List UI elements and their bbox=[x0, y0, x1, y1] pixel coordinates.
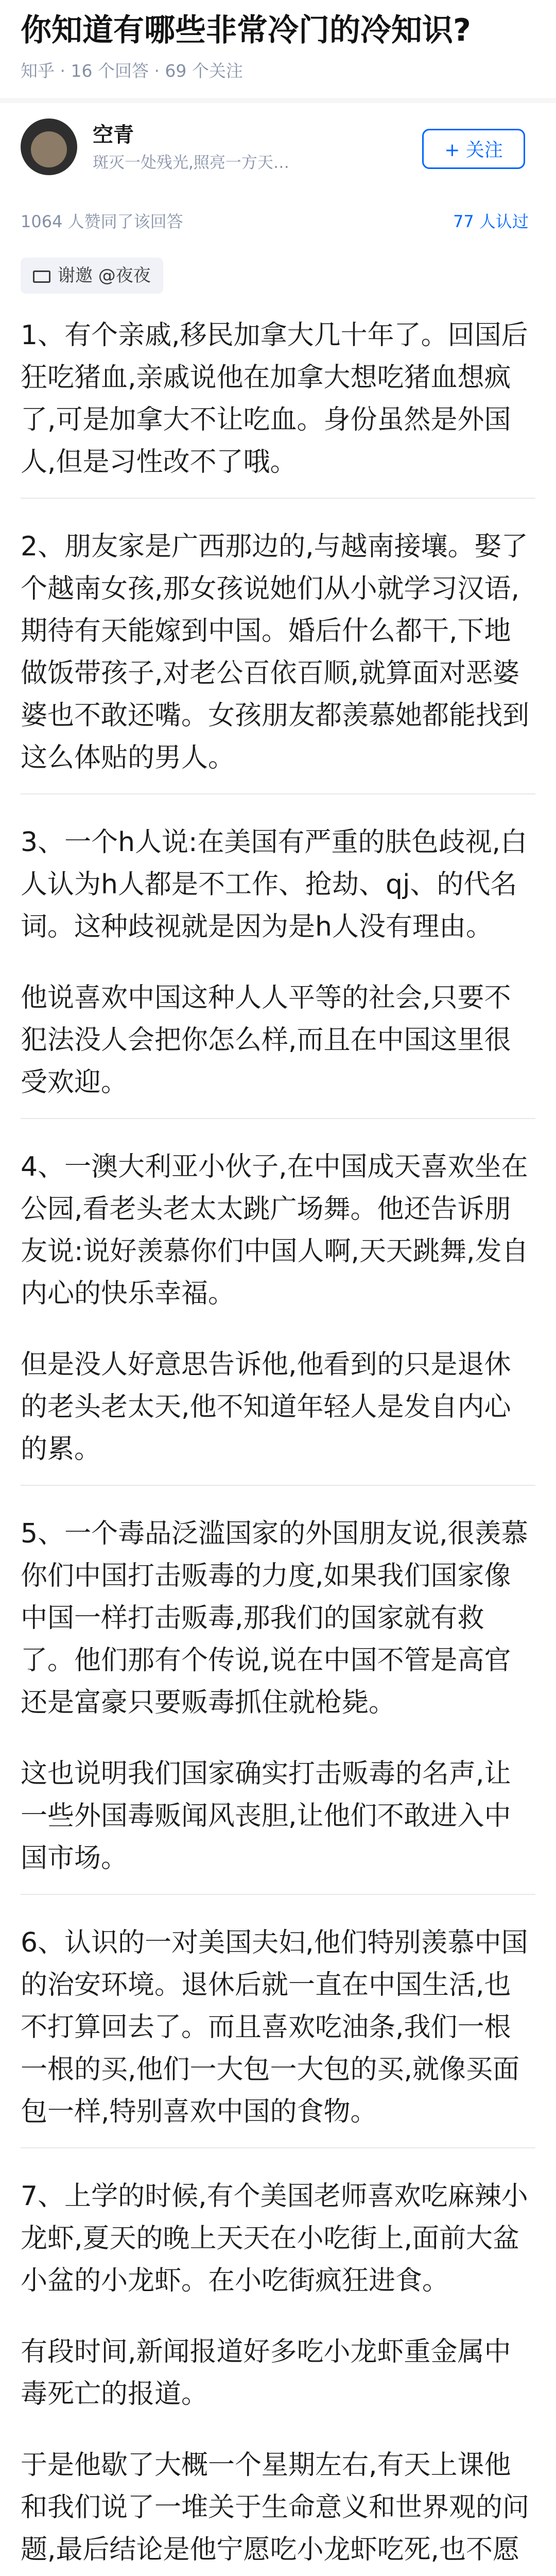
invited-label: 谢邀 @夜夜 bbox=[58, 265, 151, 286]
divider bbox=[21, 1894, 535, 1895]
author-row bbox=[21, 113, 535, 191]
invited-tag bbox=[21, 258, 163, 294]
paragraph: 3、一个h人说:在美国有严重的肤色歧视,白人认为h人都是不工作、抢劫、qj、的代名词。这种歧视就是因为是h人没有理由。 bbox=[21, 827, 528, 942]
paragraph: 7、上学的时候,有个美国老师喜欢吃麻辣小龙虾,夏天的晚上天天在小吃街上,面前大盆小盆的小龙虾。在小吃街疯狂进食。 bbox=[21, 2181, 528, 2296]
paragraph: 1、有个亲戚,移民加拿大几十年了。回国后狂吃猪血,亲戚说他在加拿大想吃猪血想疯了,可是加拿大不让吃血。身份虽然是外国人,但是习性改不了哦。 bbox=[21, 320, 528, 478]
divider bbox=[21, 1118, 535, 1119]
paragraph: 有段时间,新闻报道好多吃小龙虾重金属中毒死亡的报道。 bbox=[21, 2336, 511, 2410]
answer-card bbox=[0, 103, 556, 2576]
paragraph: 于是他歇了大概一个星期左右,有天上课他和我们说了一堆关于生命意义和世界观的问题,最后结论是他宁愿吃小龙虾吃死,也不愿 bbox=[21, 2450, 530, 2565]
divider bbox=[21, 498, 535, 499]
question-header bbox=[0, 0, 556, 98]
paragraph: 这也说明我们国家确实打击贩毒的名声,让一些外国毒贩闻风丧胆,让他们不敢进入中国市场。 bbox=[21, 1758, 511, 1874]
avatar[interactable] bbox=[21, 118, 77, 175]
question-meta: 知乎 · 16 个回答 · 69 个关注 bbox=[21, 61, 243, 81]
paragraph: 5、一个毒品泛滥国家的外国朋友说,很羡慕你们中国打击贩毒的力度,如果我们国家像中国一样打击贩毒,那我们的国家就有救了。他们那有个传说,说在中国不管是高官还是富豪只要贩毒抓住就枪毙。 bbox=[21, 1518, 528, 1718]
question-title[interactable]: 你知道有哪些非常冷门的冷知识? bbox=[21, 12, 471, 48]
paragraph: 2、朋友家是广西那边的,与越南接壤。娶了个越南女孩,那女孩说她们从小就学习汉语,期待有天能嫁到中国。婚后什么都干,下地做饭带孩子,对老公百依百顺,就算面对恶婆婆也不敢还嘴。女孩朋友都羡慕她都能找到这么体贴的男人。 bbox=[21, 531, 530, 773]
divider bbox=[21, 793, 535, 794]
upvote-stats: 1064 人赞同了该回答 bbox=[21, 212, 183, 231]
follow-button[interactable]: + 关注 bbox=[422, 129, 525, 169]
divider bbox=[21, 1485, 535, 1486]
answer-content bbox=[21, 314, 535, 2576]
author-bio: 斑灭一处残光,照亮一方天… bbox=[93, 154, 289, 172]
author-name[interactable]: 空青 bbox=[93, 123, 134, 147]
mail-icon bbox=[33, 270, 50, 283]
paragraph: 6、认识的一对美国夫妇,他们特别羡慕中国的治安环境。退休后就一直在中国生活,也不打算回去了。而且喜欢吃油条,我们一根一根的买,他们一大包一大包的买,就像买面包一样,特别喜欢中国的食物。 bbox=[21, 1927, 528, 2127]
paragraph: 他说喜欢中国这种人人平等的社会,只要不犯法没人会把你怎么样,而且在中国这里很受欢迎。 bbox=[21, 982, 511, 1098]
paragraph: 但是没人好意思告诉他,他看到的只是退休的老头老太天,他不知道年轻人是发自内心的累。 bbox=[21, 1349, 511, 1465]
paragraph: 4、一澳大利亚小伙子,在中国成天喜欢坐在公园,看老头老太太跳广场舞。他还告诉朋友说:说好羡慕你们中国人啊,天天跳舞,发自内心的快乐幸福。 bbox=[21, 1151, 529, 1309]
avatar-image bbox=[31, 131, 67, 167]
divider bbox=[21, 2147, 535, 2148]
verified-count[interactable]: 77 人认过 bbox=[453, 212, 529, 231]
